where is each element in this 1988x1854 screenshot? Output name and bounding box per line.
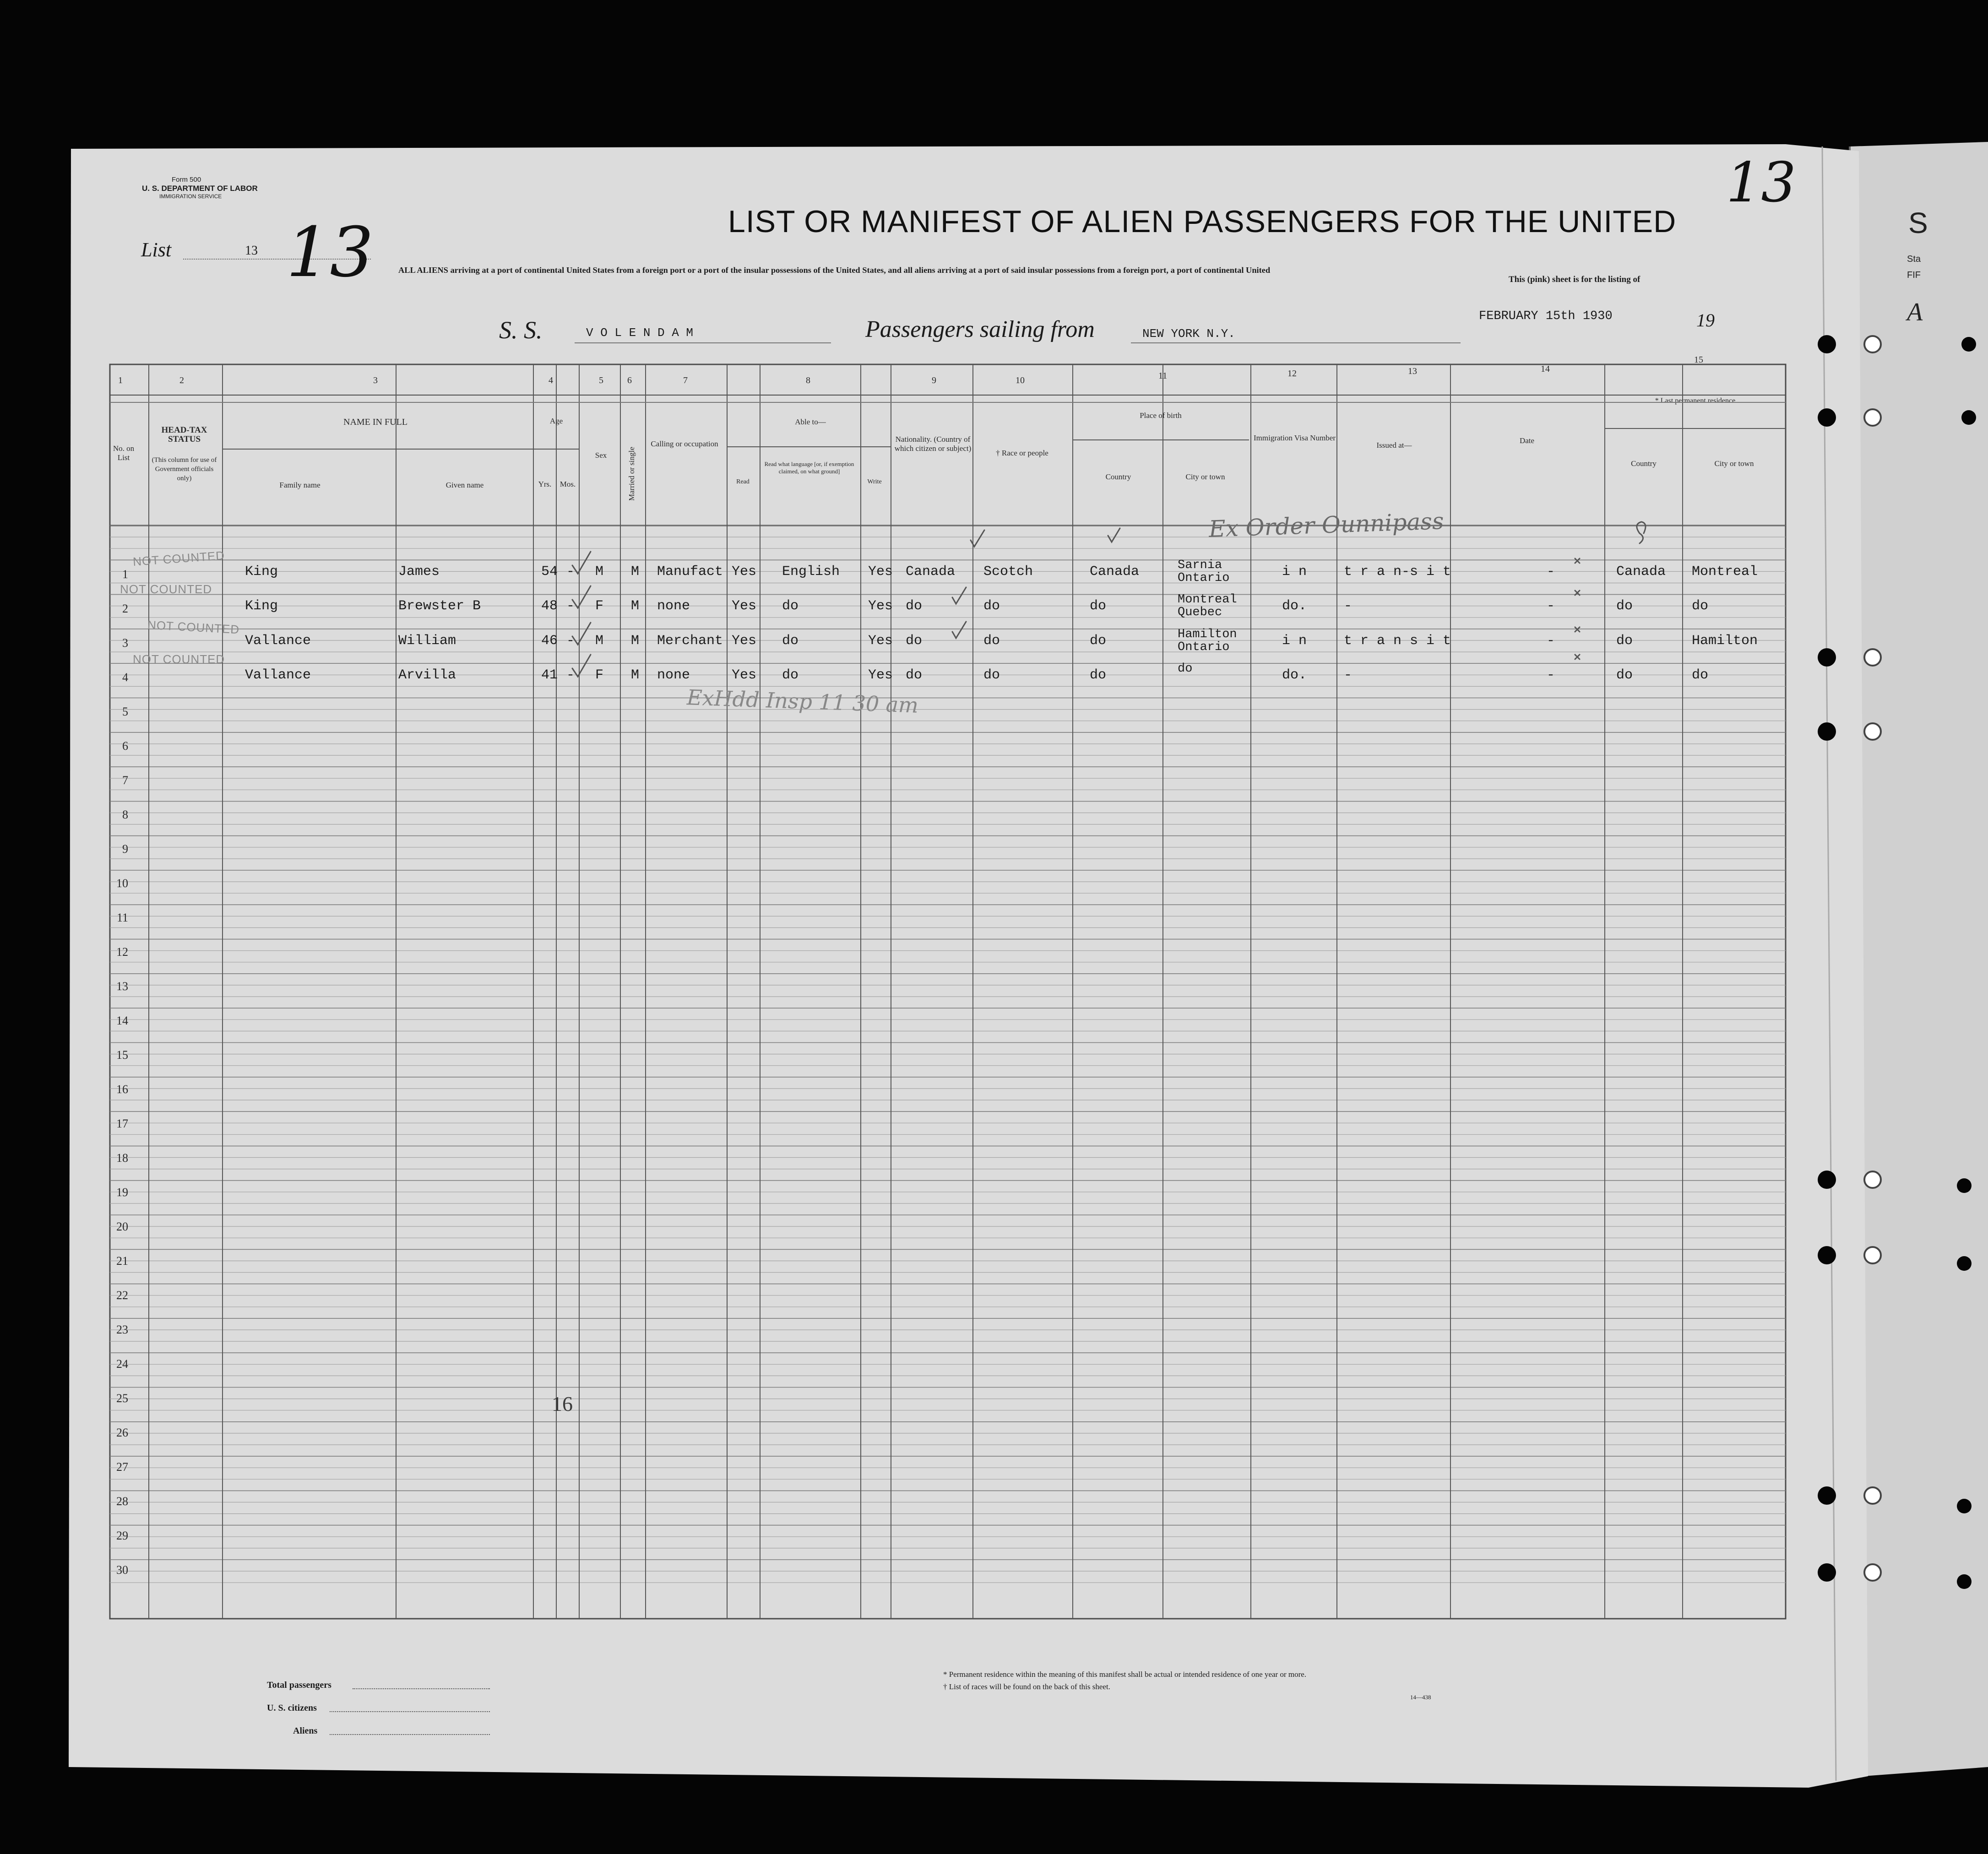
next-page-letter: S	[1908, 206, 1928, 239]
header-birth-city: City or town	[1185, 472, 1225, 481]
page-mark: 16	[552, 1392, 573, 1415]
aliens-line	[330, 1734, 490, 1735]
col-number: 6	[627, 375, 632, 385]
sailing-label: Passengers sailing from	[865, 316, 1095, 342]
row-number: 16	[116, 1083, 128, 1096]
col-number: 7	[683, 375, 688, 385]
visa-cell: do.	[1282, 598, 1307, 614]
service: IMMIGRATION SERVICE	[159, 193, 222, 200]
age-years-cell: 41	[541, 667, 558, 683]
print-code: 14—438	[1410, 1694, 1431, 1701]
birth-country-cell: do	[1090, 598, 1107, 614]
date-cell: -	[1547, 598, 1555, 614]
row-number: 1	[122, 568, 128, 581]
row-number: 29	[116, 1529, 128, 1542]
col-number: 15	[1694, 355, 1703, 365]
list-number-typed: 13	[245, 244, 258, 258]
date-cell: -	[1547, 633, 1555, 649]
nationality-cell: do	[906, 598, 923, 614]
header-res-city: City or town	[1714, 459, 1754, 468]
age-years-cell: 48	[541, 598, 558, 614]
us-citizens-label: U. S. citizens	[267, 1703, 317, 1713]
year-prefix: 19	[1696, 310, 1715, 331]
header-ruling-birth	[1073, 439, 1249, 440]
row-number: 12	[116, 945, 128, 959]
manifest-subtitle-2: This (pink) sheet is for the listing of	[1509, 275, 1640, 284]
age-months-cell: -	[566, 564, 575, 580]
sailing-port-line	[1131, 342, 1461, 343]
col-number: 14	[1541, 364, 1550, 374]
col-number: 2	[179, 375, 184, 385]
row-number: 22	[116, 1289, 128, 1302]
next-page-letter: FIF	[1907, 270, 1921, 280]
birth-city-cell: do	[1178, 662, 1193, 676]
occupation-cell: Merchant	[657, 633, 723, 649]
header-write: Write	[867, 478, 882, 485]
residence-city-cell: do	[1692, 667, 1709, 683]
marital-status-cell: M	[631, 598, 640, 614]
row-number: 4	[122, 671, 128, 684]
occupation-cell: Manufact	[657, 564, 723, 580]
row-number: 2	[122, 602, 128, 615]
manifest-title: LIST OR MANIFEST OF ALIEN PASSENGERS FOR THE UNITED	[728, 204, 1677, 239]
header-ruling-age	[533, 449, 579, 450]
row-number: 15	[116, 1048, 128, 1062]
birth-city-cell: Montreal	[1178, 593, 1237, 607]
race-cell: do	[983, 598, 1000, 614]
race-cell: do	[983, 667, 1000, 683]
row-number: 13	[116, 980, 128, 993]
given-name-cell: James	[398, 564, 440, 580]
birth-city-cell: Sarnia	[1178, 558, 1222, 572]
header-place-of-birth: Place of birth	[1140, 411, 1182, 420]
row-number: 24	[116, 1357, 128, 1371]
age-years-cell: 46	[541, 633, 558, 649]
issued-at-cell: t r a n s i t	[1344, 633, 1451, 649]
marital-status-cell: M	[631, 633, 640, 649]
birth-city-cell: Hamilton	[1178, 628, 1237, 641]
nationality-cell: do	[906, 633, 923, 649]
family-name-cell: King	[245, 598, 278, 614]
not-counted-stamp: NOT COUNTED	[120, 582, 212, 596]
total-passengers-label: Total passengers	[267, 1680, 331, 1690]
col-number: 1	[118, 375, 123, 385]
header-age: Age	[549, 417, 563, 425]
header-married: Married or single	[627, 446, 636, 501]
corner-number-written: 13	[1726, 151, 1796, 215]
birth-province-cell: Ontario	[1178, 640, 1230, 654]
col-number: 10	[1016, 375, 1025, 385]
row-number: 8	[122, 808, 128, 821]
header-given-name: Given name	[445, 481, 484, 489]
header-nationality: Nationality. (Country of which citizen or subject)	[894, 435, 972, 453]
date-cell: -	[1547, 667, 1555, 683]
header-visa: Immigration Visa Number	[1253, 434, 1336, 442]
header-race: † Race or people	[996, 449, 1048, 457]
col-number: 8	[806, 375, 810, 385]
row-number: 20	[116, 1220, 128, 1233]
header-calling: Calling or occupation	[651, 439, 718, 448]
header-head-tax: HEAD-TAX STATUS	[161, 425, 207, 444]
form-number: Form 500	[172, 176, 201, 184]
row-number: 9	[122, 842, 128, 856]
us-citizens-line	[330, 1711, 490, 1712]
sex-cell: F	[595, 598, 604, 614]
given-name-cell: William	[398, 633, 456, 649]
birth-country-cell: do	[1090, 633, 1107, 649]
header-name-in-full: NAME IN FULL	[343, 417, 407, 427]
header-able-to: Able to—	[795, 417, 826, 426]
inspection-note: ExHdd Insp 11 30 am	[686, 685, 919, 718]
row-number: 23	[116, 1323, 128, 1336]
read-language-cell: do	[782, 633, 799, 649]
ship-name-line	[575, 342, 831, 343]
header-birth-country: Country	[1105, 472, 1131, 481]
col-number: 13	[1408, 366, 1417, 376]
row-number: 27	[116, 1460, 128, 1474]
read-language-cell: do	[782, 667, 799, 683]
not-counted-stamp: NOT COUNTED	[133, 652, 225, 666]
occupation-cell: none	[657, 667, 690, 683]
date-cell: -	[1547, 564, 1555, 580]
footer-note-races: † List of races will be found on the back of this sheet.	[943, 1682, 1110, 1691]
age-years-cell: 54	[541, 564, 558, 580]
row-number: 28	[116, 1495, 128, 1508]
birth-country-cell: Canada	[1090, 564, 1140, 580]
total-passengers-line	[353, 1688, 490, 1689]
row-number: 11	[116, 911, 128, 924]
race-cell: do	[983, 633, 1000, 649]
col-number: 5	[599, 375, 603, 385]
age-months-cell: -	[566, 667, 575, 683]
col-number: 3	[373, 375, 378, 385]
row-number: 5	[122, 705, 128, 718]
family-name-cell: Vallance	[245, 667, 311, 683]
row-number: 6	[122, 739, 128, 753]
header-read-language: Read what language [or, if exemption claimed, on what ground]	[764, 461, 854, 475]
issued-at-cell: -	[1344, 667, 1352, 683]
header-mos: Mos.	[559, 480, 576, 488]
department: U. S. DEPARTMENT OF LABOR	[142, 184, 258, 193]
birth-province-cell: Ontario	[1178, 571, 1230, 585]
age-months-cell: -	[566, 598, 575, 614]
not-counted-stamp: NOT COUNTED	[132, 548, 225, 569]
residence-city-cell: Hamilton	[1692, 633, 1758, 649]
ss-label: S. S.	[499, 316, 543, 344]
residence-country-cell: do	[1616, 598, 1633, 614]
header-ruling-able	[727, 446, 891, 447]
read-cell: Yes	[732, 633, 757, 649]
header-last-residence: * Last permanent residence	[1655, 397, 1736, 405]
read-cell: Yes	[732, 564, 757, 580]
residence-city-cell: do	[1692, 598, 1709, 614]
marital-status-cell: M	[631, 564, 640, 580]
family-name-cell: King	[245, 564, 278, 580]
header-family-name: Family name	[279, 481, 320, 489]
row-number: 26	[116, 1426, 128, 1439]
aliens-label: Aliens	[293, 1726, 318, 1736]
race-cell: Scotch	[983, 564, 1033, 580]
residence-country-cell: do	[1616, 633, 1633, 649]
manifest-subtitle-1: ALL ALIENS arriving at a port of continental United States from a foreign port or a port of the insular possessions of the United States, and all aliens arriving at a port of said insular possessions from a foreign port, a port of continental United	[398, 266, 1271, 275]
issued-at-cell: -	[1344, 598, 1352, 614]
row-number: 7	[122, 774, 128, 787]
write-cell: Yes	[868, 633, 893, 649]
given-name-cell: Arvilla	[398, 667, 456, 683]
visa-cell: i n	[1282, 564, 1307, 580]
row-number: 17	[116, 1117, 128, 1130]
header-no-on-list: No. on List	[113, 444, 135, 462]
col-number: 9	[932, 375, 936, 385]
sailing-port: NEW YORK N.Y.	[1142, 327, 1235, 341]
row-number: 25	[116, 1392, 128, 1405]
residence-city-cell: Montreal	[1692, 564, 1758, 580]
age-months-cell: -	[566, 633, 575, 649]
occupation-cell: none	[657, 598, 690, 614]
read-language-cell: English	[782, 564, 840, 580]
read-cell: Yes	[732, 667, 757, 683]
sex-cell: F	[595, 667, 604, 683]
family-name-cell: Vallance	[245, 633, 311, 649]
read-cell: Yes	[732, 598, 757, 614]
not-counted-stamp: NOT COUNTED	[147, 618, 240, 637]
header-ruling-top	[110, 402, 1786, 403]
row-number: 21	[116, 1254, 128, 1268]
header-head-tax-note: (This column for use of Government officials only)	[152, 456, 217, 482]
issued-at-cell: t r a n-s i t	[1344, 564, 1451, 580]
header-ruling-name	[223, 449, 534, 450]
col-number: 12	[1287, 369, 1297, 379]
header-res-country: Country	[1631, 459, 1657, 468]
col-number: 11	[1158, 371, 1168, 381]
sex-cell: M	[595, 564, 604, 580]
marital-status-cell: M	[631, 667, 640, 683]
write-cell: Yes	[868, 598, 893, 614]
footer-note-residence: * Permanent residence within the meaning of this manifest shall be actual or intended residence of one year or more.	[943, 1670, 1307, 1679]
residence-country-cell: Canada	[1616, 564, 1666, 580]
header-ruling-residence	[1605, 428, 1786, 429]
col-number: 4	[549, 375, 553, 385]
list-label: List	[141, 239, 172, 261]
row-number: 14	[116, 1014, 128, 1027]
sailing-date: FEBRUARY 15th 1930	[1479, 309, 1613, 323]
next-page-letter: Sta	[1907, 254, 1921, 264]
row-number: 10	[116, 877, 128, 890]
header-issued-at: Issued at—	[1376, 441, 1412, 450]
header-date: Date	[1519, 436, 1535, 445]
header-annotation: Ex Order Ounnipass	[1208, 508, 1445, 542]
visa-cell: i n	[1282, 633, 1307, 649]
birth-province-cell: Quebec	[1178, 606, 1222, 619]
row-number: 30	[116, 1563, 128, 1577]
next-page-letter: A	[1907, 298, 1923, 326]
birth-country-cell: do	[1090, 667, 1107, 683]
header-yrs: Yrs.	[538, 480, 552, 488]
row-number: 18	[116, 1151, 128, 1165]
row-number: 19	[116, 1186, 128, 1199]
sex-cell: M	[595, 633, 604, 649]
write-cell: Yes	[868, 667, 893, 683]
visa-cell: do.	[1282, 667, 1307, 683]
read-language-cell: do	[782, 598, 799, 614]
list-number-written: 13	[286, 213, 374, 293]
header-sex: Sex	[595, 451, 607, 460]
given-name-cell: Brewster B	[398, 598, 481, 614]
header-read: Read	[736, 478, 750, 485]
ship-name: V O L E N D A M	[586, 326, 694, 340]
nationality-cell: Canada	[906, 564, 956, 580]
write-cell: Yes	[868, 564, 893, 580]
row-number: 3	[122, 636, 128, 650]
nationality-cell: do	[906, 667, 923, 683]
residence-country-cell: do	[1616, 667, 1633, 683]
